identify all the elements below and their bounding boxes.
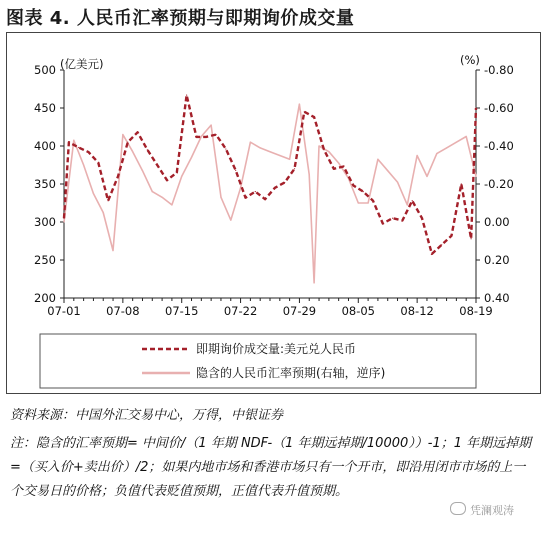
source-line: 资料来源：中国外汇交易中心，万得，中银证券 [10,408,284,423]
left-tick-label: 200 [34,291,56,305]
x-tick-label: 08-05 [341,304,375,318]
point-expectation [250,142,251,143]
left-tick-label: 500 [34,63,56,77]
left-tick-label: 300 [34,215,56,229]
x-tick-label: 07-29 [282,304,317,318]
point-expectation [328,151,329,152]
point-expectation [466,136,467,137]
point-volume [431,253,432,254]
point-expectation [367,202,368,203]
left-tick-label: 450 [34,101,56,115]
point-volume [157,164,158,165]
point-volume [176,172,177,173]
point-volume [147,149,148,150]
point-volume [333,168,334,169]
point-expectation [171,204,172,205]
left-tick-label: 350 [34,177,56,191]
point-volume [255,191,256,192]
point-volume [353,185,354,186]
point-expectation [142,170,143,171]
right-tick-label: -0.40 [484,139,514,153]
point-volume [63,218,64,219]
point-volume [363,191,364,192]
series-layer [63,94,476,283]
point-expectation [132,151,133,152]
watermark [450,502,514,518]
note-text: 注：隐含的汇率预期= 中间价/（1 年期 NDF-（1 年期远掉期/10000））-1；1 年期远掉期=（买入价+卖出价）/2；如果内地市场和香港市场只有一个开市，即沿用闭市市场的上一个交易日的价格；负值代表贬值预期，正值代表升值预期。 [10,436,532,499]
point-expectation [122,134,123,135]
point-expectation [260,147,261,148]
legend-label-expectation: 隐含的人民币汇率预期(右轴，逆序) [196,366,386,380]
point-expectation [358,202,359,203]
point-expectation [269,151,270,152]
point-expectation [83,164,84,165]
point-expectation [220,197,221,198]
point-volume [274,187,275,188]
point-volume [392,218,393,219]
point-volume [314,117,315,118]
point-volume [78,147,79,148]
axis-lines [64,70,476,298]
point-expectation [103,212,104,213]
right-tick-label: 0.20 [484,253,510,267]
right-tick-label: 0.00 [484,215,510,229]
point-volume [127,142,128,143]
point-expectation [289,159,290,160]
x-tick-label: 07-22 [223,304,258,318]
point-expectation [417,155,418,156]
point-volume [421,218,422,219]
point-expectation [112,250,113,251]
point-expectation [181,176,182,177]
point-volume [264,199,265,200]
watermark-text: 凭澜观涛 [470,504,514,517]
point-volume [225,148,226,149]
wechat-icon [450,502,466,515]
point-expectation [475,176,476,177]
right-tick-label: 0.40 [484,291,510,305]
x-tick-label: 07-08 [106,304,140,318]
legend [40,334,476,388]
point-volume [206,136,207,137]
point-volume [196,136,197,137]
right-axis-unit: (%) [460,53,480,67]
point-volume [98,162,99,163]
point-expectation [73,140,74,141]
point-expectation [63,221,64,222]
point-volume [470,238,471,239]
point-volume [68,142,69,143]
x-tick-label: 08-12 [400,304,434,318]
left-tick-label: 250 [34,253,56,267]
x-tick-label: 07-01 [47,304,81,318]
point-volume [215,134,216,135]
point-volume [475,107,476,108]
chart-svg [0,32,547,394]
point-volume [137,132,138,133]
x-axis-ticks [47,298,492,318]
point-volume [451,235,452,236]
point-volume [186,94,187,95]
point-expectation [397,182,398,183]
right-tick-label: -0.60 [484,101,514,115]
point-volume [382,223,383,224]
point-volume [88,151,89,152]
point-expectation [211,125,212,126]
point-expectation [201,136,202,137]
figure-title: 图表 4. 人民币汇率预期与即期询价成交量 [6,8,355,29]
point-expectation [377,159,378,160]
left-tick-label: 400 [34,139,56,153]
point-expectation [407,204,408,205]
point-volume [402,220,403,221]
point-volume [304,111,305,112]
x-tick-label: 08-19 [459,304,493,318]
point-expectation [387,170,388,171]
point-expectation [456,142,457,143]
right-axis-ticks [476,63,514,305]
point-volume [441,244,442,245]
point-expectation [299,104,300,105]
point-volume [372,200,373,201]
point-expectation [318,145,319,146]
point-volume [294,168,295,169]
point-expectation [314,282,315,283]
point-expectation [426,176,427,177]
point-expectation [152,191,153,192]
point-volume [245,197,246,198]
legend-label-volume: 即期询价成交量:美元兑人民币 [196,342,357,356]
point-volume [412,200,413,201]
point-volume [323,149,324,150]
left-axis-unit: (亿美元) [60,57,104,71]
series-line-volume [64,95,476,254]
point-volume [108,200,109,201]
point-expectation [446,147,447,148]
point-volume [235,170,236,171]
x-tick-label: 07-15 [165,304,199,318]
point-expectation [279,155,280,156]
right-tick-label: -0.20 [484,177,514,191]
point-volume [284,182,285,183]
point-expectation [338,163,339,164]
point-expectation [93,193,94,194]
point-expectation [436,153,437,154]
left-axis-ticks [34,63,64,305]
point-volume [117,176,118,177]
point-expectation [230,220,231,221]
point-volume [343,166,344,167]
point-volume [461,183,462,184]
point-volume [166,180,167,181]
point-expectation [309,174,310,175]
point-expectation [161,197,162,198]
point-expectation [191,157,192,158]
right-tick-label: -0.80 [484,63,514,77]
